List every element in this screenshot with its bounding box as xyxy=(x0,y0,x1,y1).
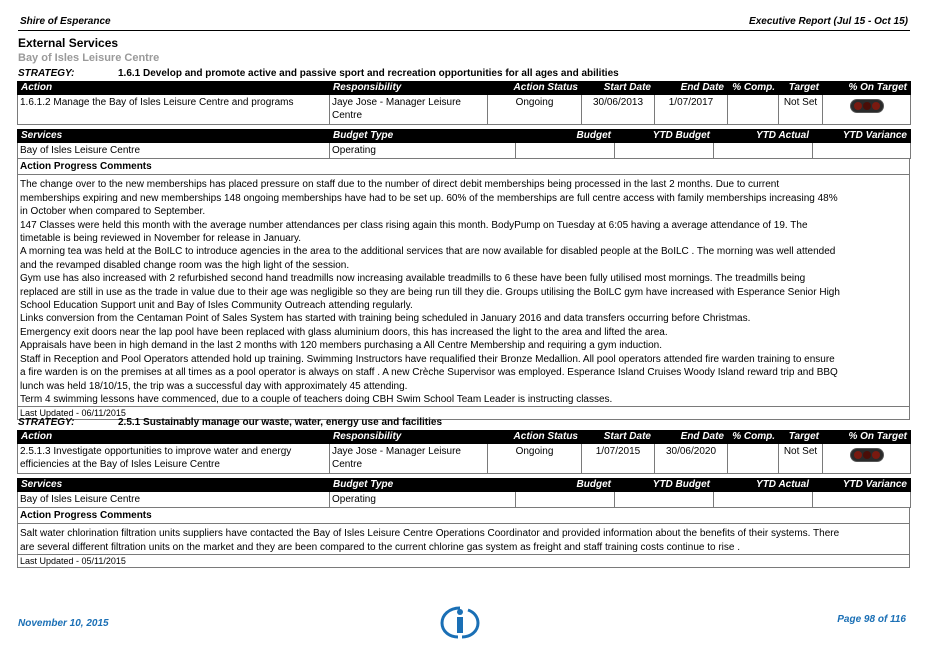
col-action-status: Action Status xyxy=(488,431,582,444)
col-action-status: Action Status xyxy=(488,82,582,95)
col-responsibility: Responsibility xyxy=(330,431,488,444)
service-table xyxy=(17,129,911,159)
footer-date: November 10, 2015 xyxy=(18,618,109,629)
comments-title: Action Progress Comments xyxy=(18,508,909,524)
col-comp: % Comp. xyxy=(728,431,779,444)
service-budget-type: Operating xyxy=(330,143,516,159)
strategy-label: STRATEGY: xyxy=(18,68,75,79)
strategy-title: 2.5.1 Sustainably manage our waste, water, energy use and facilities xyxy=(118,417,443,428)
table-row xyxy=(18,492,911,508)
action-responsibility: Jaye Jose - Manager Leisure Centre xyxy=(330,95,488,125)
col-services: Services xyxy=(18,130,330,143)
col-on-target: % On Target xyxy=(823,431,911,444)
comment-paragraph: Links conversion from the Centaman Point of Sales System has started with training being scheduled in January 2016 and data transfers occurring before Christmas. xyxy=(20,313,751,325)
action-table xyxy=(17,81,911,125)
service-ytd-variance xyxy=(813,492,911,508)
report-title: Executive Report (Jul 15 - Oct 15) xyxy=(749,16,908,27)
service-name: Bay of Isles Leisure Centre xyxy=(18,492,330,508)
col-ytd-budget: YTD Budget xyxy=(615,479,714,492)
subsection-title: Bay of Isles Leisure Centre xyxy=(18,52,160,64)
col-end-date: End Date xyxy=(655,431,728,444)
col-ytd-budget: YTD Budget xyxy=(615,130,714,143)
service-header-row xyxy=(18,479,911,492)
service-header-row xyxy=(18,130,911,143)
org-name: Shire of Esperance xyxy=(20,16,111,27)
action-comp xyxy=(728,444,779,474)
action-target: Not Set xyxy=(779,95,823,125)
section-title: External Services xyxy=(18,36,119,50)
service-ytd-actual xyxy=(714,492,813,508)
table-row xyxy=(18,143,911,159)
comments-box xyxy=(17,158,910,420)
strategy-row xyxy=(18,68,619,79)
action-start: 30/06/2013 xyxy=(582,95,655,125)
service-budget-type: Operating xyxy=(330,492,516,508)
col-budget: Budget xyxy=(516,130,615,143)
action-status: Ongoing xyxy=(488,444,582,474)
comment-paragraph: A morning tea was held at the BoILC to introduce agencies in the area to the additional services that are now available for disabled people at the BoILC . The morning was well attended and the revamped disabled change room was the high light of the session. xyxy=(20,246,836,271)
col-services: Services xyxy=(18,479,330,492)
comment-paragraph: Appraisals have been in high demand in the last 2 months with 120 members purchasing a All Centre Membership and requiring a gym induction. xyxy=(20,340,663,352)
last-updated: Last Updated - 05/11/2015 xyxy=(18,554,909,567)
header-divider xyxy=(18,30,910,31)
col-action: Action xyxy=(18,82,330,95)
action-responsibility: Jaye Jose - Manager Leisure Centre xyxy=(330,444,488,474)
col-budget: Budget xyxy=(516,479,615,492)
col-action: Action xyxy=(18,431,330,444)
col-budget-type: Budget Type xyxy=(330,130,516,143)
page-number: Page 98 of 116 xyxy=(837,614,906,625)
action-comp xyxy=(728,95,779,125)
col-start-date: Start Date xyxy=(582,82,655,95)
comment-paragraph: The change over to the new memberships has placed pressure on staff due to the number of direct debit memberships being processed in the last 2 months. Due to current memberships expiring and new memberships 148 ongoing memberships have had to be set up. 60% of the memberships are full centre access with family memberships increasing 48% in October when compared to September. xyxy=(20,179,838,218)
col-ytd-variance: YTD Variance xyxy=(813,479,911,492)
comments-body xyxy=(18,524,842,554)
strategy-title: 1.6.1 Develop and promote active and passive sport and recreation opportunities for all ages and abilities xyxy=(118,68,619,79)
table-row xyxy=(18,444,911,474)
service-budget xyxy=(516,143,615,159)
service-table xyxy=(17,478,911,508)
comments-body xyxy=(18,175,842,406)
action-end: 1/07/2017 xyxy=(655,95,728,125)
action-target: Not Set xyxy=(779,444,823,474)
table-row xyxy=(18,95,911,125)
action-end: 30/06/2020 xyxy=(655,444,728,474)
on-target-cell xyxy=(823,444,911,474)
comment-paragraph: Term 4 swimming lessons have commenced, due to a couple of teachers doing CBH Swim School Team Leader is instructing classes. xyxy=(20,393,613,405)
action-name: 2.5.1.3 Investigate opportunities to improve water and energy efficiencies at the Bay of Isles Leisure Centre xyxy=(18,444,330,474)
service-ytd-budget xyxy=(615,143,714,159)
service-budget xyxy=(516,492,615,508)
service-ytd-budget xyxy=(615,492,714,508)
col-budget-type: Budget Type xyxy=(330,479,516,492)
col-end-date: End Date xyxy=(655,82,728,95)
strategy-row xyxy=(18,417,442,428)
traffic-light-icon xyxy=(850,448,884,462)
col-responsibility: Responsibility xyxy=(330,82,488,95)
action-start: 1/07/2015 xyxy=(582,444,655,474)
on-target-cell xyxy=(823,95,911,125)
comment-paragraph: 147 Classes were held this month with the average number attendances per class rising again this month. BodyPump on Tuesday at 6:05 having a average attendance of 19. The timetable is being reviewed in November for release in January. xyxy=(20,219,808,245)
action-header-row xyxy=(18,82,911,95)
service-ytd-actual xyxy=(714,143,813,159)
comment-paragraph: Salt water chlorination filtration units suppliers have contacted the Bay of Isles Leisure Centre Operations Coordinator and provided information about the benefits of their systems. There are several different filtration units on the market and they are been compared to the current chlorine gas system as freight and staff training costs continue to rise . xyxy=(20,528,840,553)
action-header-row xyxy=(18,431,911,444)
col-target: Target xyxy=(779,82,823,95)
col-target: Target xyxy=(779,431,823,444)
service-name: Bay of Isles Leisure Centre xyxy=(18,143,330,159)
council-logo-icon xyxy=(440,605,480,639)
last-updated: Last Updated - 06/11/2015 xyxy=(18,406,909,419)
service-ytd-variance xyxy=(813,143,911,159)
col-comp: % Comp. xyxy=(728,82,779,95)
comments-box xyxy=(17,507,910,568)
action-name: 1.6.1.2 Manage the Bay of Isles Leisure Centre and programs xyxy=(18,95,330,125)
action-status: Ongoing xyxy=(488,95,582,125)
col-on-target: % On Target xyxy=(823,82,911,95)
strategy-label: STRATEGY: xyxy=(18,417,75,428)
col-ytd-variance: YTD Variance xyxy=(813,130,911,143)
comment-paragraph: Staff in Reception and Pool Operators attended hold up training. Swimming Instructors have requalified their Bronze Medallion. All pool operators attended fire warden training to ensure a fire warden is on the premises at all times as a pool operator is always on staff . A new Crèche Supervisor was employed. Esperance Island Cruises Woody Island reward trip and BBQ lunch was held 18/10/15, the trip was a successful day with approximately 45 attending. xyxy=(20,353,838,392)
traffic-light-icon xyxy=(850,99,884,113)
comment-paragraph: Gym use has also increased with 2 refurbished second hand treadmills now increasing available treadmills to 6 these have been fully utilised most mornings. The treadmills being replaced are still in use as the trade in value due to their age was negligible so they are being run till they die. Groups utilising the BoILC gym have increased with Esperance Senior High School Education Support unit and Bay of Isles Community Outreach attending regularly. xyxy=(20,273,840,312)
col-ytd-actual: YTD Actual xyxy=(714,130,813,143)
comment-paragraph: Emergency exit doors near the lap pool have been replaced with glass aluminium doors, this has increased the light to the area and lifted the area. xyxy=(20,326,668,338)
col-ytd-actual: YTD Actual xyxy=(714,479,813,492)
action-table xyxy=(17,430,911,474)
col-start-date: Start Date xyxy=(582,431,655,444)
comments-title: Action Progress Comments xyxy=(18,159,909,175)
